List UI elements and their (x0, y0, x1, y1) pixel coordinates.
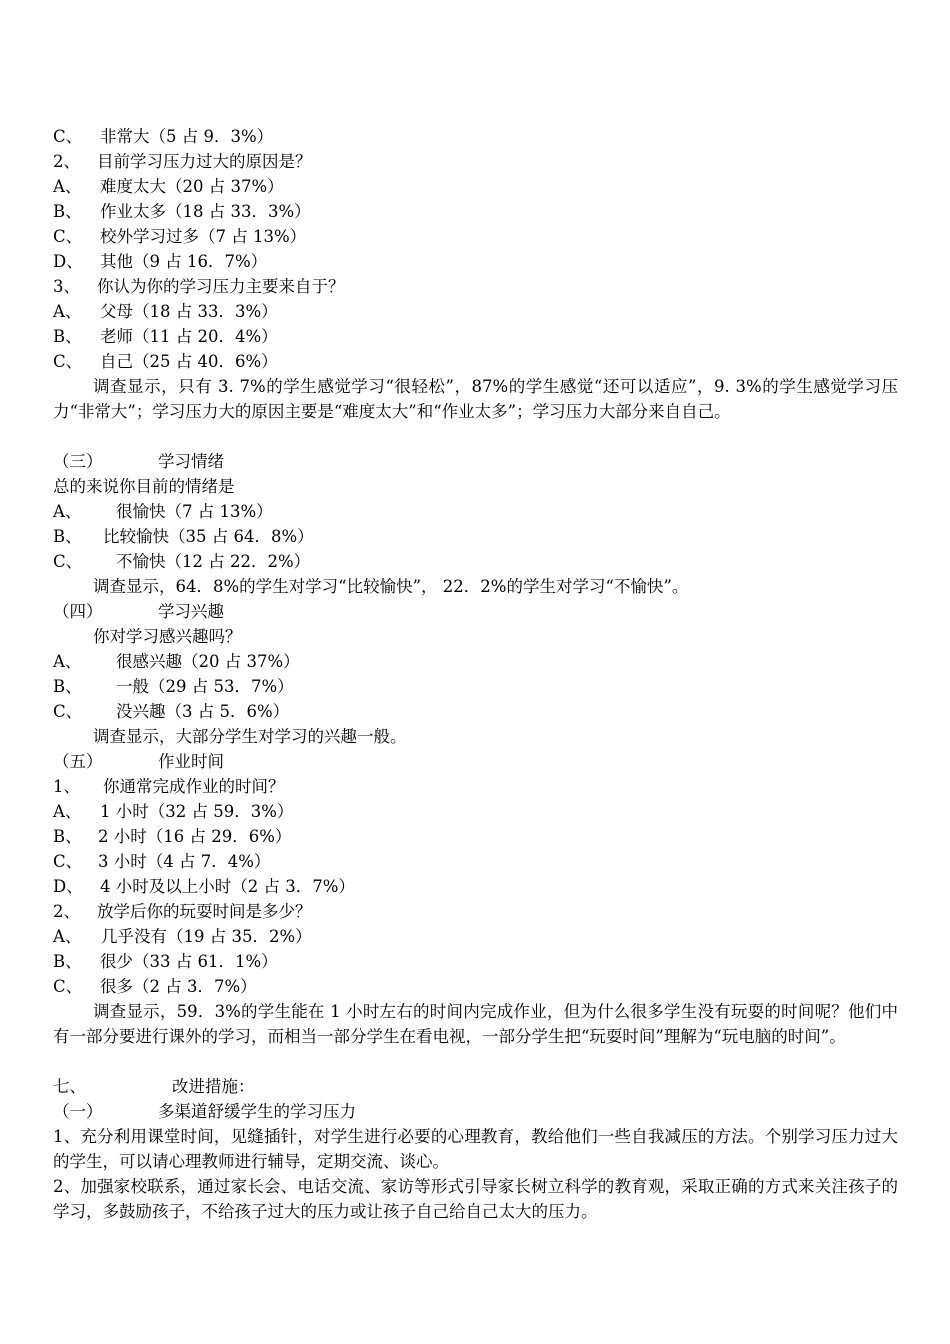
option-line: A、 父母（18 占 33．3%） (53, 302, 278, 321)
question-line: 总的来说你目前的情绪是 (53, 477, 235, 496)
option-line: C、 校外学习过多（7 占 13%） (53, 227, 307, 246)
question-line: 3、 你认为你的学习压力主要来自于？ (53, 277, 345, 296)
option-line: A、 1 小时（32 占 59．3%） (53, 802, 294, 821)
option-line: C、 非常大（5 占 9．3%） (53, 127, 274, 146)
option-line: B、 2 小时（16 占 29．6%） (53, 827, 292, 846)
question-line: 2、 放学后你的玩耍时间是多少？ (53, 902, 312, 921)
option-line: C、 没兴趣（3 占 5．6%） (53, 702, 290, 721)
option-line: B、 作业太多（18 占 33．3%） (53, 202, 311, 221)
measure-paragraph: 2、加强家校联系，通过家长会、电话交流、家访等形式引导家长树立科学的教育观，采取正确的方式来关注孩子的学习，多鼓励孩子，不给孩子过大的压力或让孩子自己给自己太大的压力。 (53, 1177, 898, 1221)
option-line: B、 很少（33 占 61．1%） (53, 952, 278, 971)
section-heading: （五） 作业时间 (53, 752, 224, 771)
option-line: C、 不愉快（12 占 22．2%） (53, 552, 311, 571)
question-line: 你对学习感兴趣吗？ (93, 627, 242, 646)
summary-paragraph: 调查显示，大部分学生对学习的兴趣一般。 (93, 727, 407, 746)
option-line: A、 几乎没有（19 占 35．2%） (53, 927, 312, 946)
summary-paragraph: 调查显示，只有 3. 7%的学生感觉学习“很轻松”，87%的学生感觉“还可以适应”，9. 3%的学生感觉学习压力“非常大”；学习压力大的原因主要是“难度太大”和“作业太多”；学习压力大部分来自自己。 (53, 377, 898, 421)
summary-paragraph: 调查显示，59．3%的学生能在 1 小时左右的时间内完成作业，但为什么很多学生没有玩耍的时间呢？他们中有一部分要进行课外的学习，而相当一部分学生在看电视，一部分学生把“玩耍时间”理解为“玩电脑的时间”。 (53, 1002, 898, 1046)
option-line: B、 一般（29 占 53．7%） (53, 677, 294, 696)
option-line: C、 很多（2 占 3．7%） (53, 977, 257, 996)
option-line: C、 自己（25 占 40．6%） (53, 352, 278, 371)
summary-paragraph: 调查显示，64．8%的学生对学习“比较愉快”， 22．2%的学生对学习“不愉快”。 (93, 577, 689, 596)
subsection-heading: （一） 多渠道舒缓学生的学习压力 (53, 1102, 356, 1121)
option-line: D、 4 小时及以上小时（2 占 3．7%） (53, 877, 355, 896)
option-line: B、 比较愉快（35 占 64．8%） (53, 527, 314, 546)
section-heading: （四） 学习兴趣 (53, 602, 224, 621)
question-line: 1、 你通常完成作业的时间？ (53, 777, 285, 796)
option-line: A、 很感兴趣（20 占 37%） (53, 652, 300, 671)
option-line: A、 难度太大（20 占 37%） (53, 177, 284, 196)
section-heading: 七、 改进措施： (53, 1077, 255, 1096)
option-line: C、 3 小时（4 占 7．4%） (53, 852, 271, 871)
measure-paragraph: 1、充分利用课堂时间，见缝插针，对学生进行必要的心理教育，教给他们一些自我减压的方法。个别学习压力过大的学生，可以请心理教师进行辅导，定期交流、谈心。 (53, 1127, 898, 1171)
option-line: B、 老师（11 占 20．4%） (53, 327, 278, 346)
question-line: 2、 目前学习压力过大的原因是？ (53, 152, 312, 171)
option-line: D、 其他（9 占 16．7%） (53, 252, 268, 271)
option-line: A、 很愉快（7 占 13%） (53, 502, 273, 521)
section-heading: （三） 学习情绪 (53, 452, 224, 471)
